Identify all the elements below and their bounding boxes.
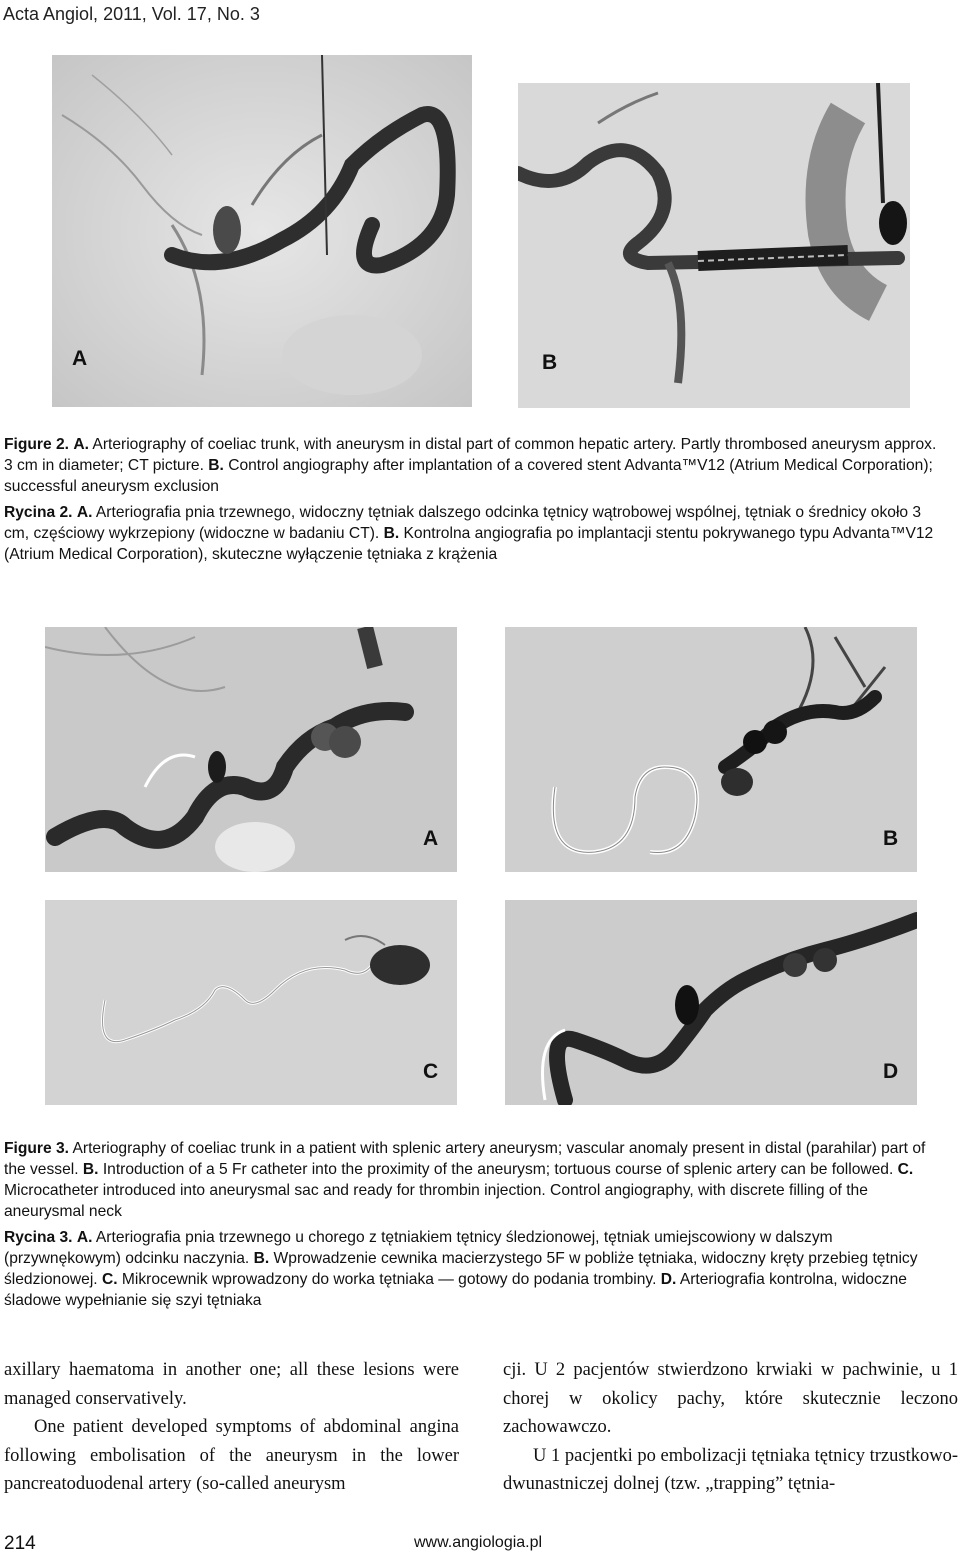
figure3-caption: [4, 1138, 949, 1311]
journal-header: Acta Angiol, 2011, Vol. 17, No. 3: [3, 4, 260, 24]
figure2-panel-a: [52, 55, 472, 407]
figure3-panel-b: [505, 627, 917, 872]
page-number: 214: [4, 1533, 36, 1554]
panel-label: A: [423, 827, 439, 850]
figure3-caption-en: Figure 3. Arteriography of coeliac trunk in a patient with splenic artery aneurysm; vascular anomaly present in distal (parahilar) part of the vessel. B. Introduction of a 5 Fr catheter into the proximity of the aneurysm; tortuous course of splenic artery can be followed. C. Microcatheter introduced into aneurysmal sac and ready for thrombin injection. Control angiography, with discrete filling of the aneurysmal neck: [4, 1140, 926, 1220]
body-paragraph: axillary haematoma in another one; all these lesions were managed conservatively.: [4, 1360, 459, 1409]
figure2-caption-pl: Rycina 2. A. Arteriografia pnia trzewnego, widoczny tętniak dalszego odcinka tętnicy wątrobowej wspólnej, tętniak o średnicy około 3 cm, częściowy wykrzepiony (widoczne w badaniu CT). B. Kontrolna angiografia po implantacji stentu pokrywanego typu Advanta™V12 (Atrium Medical Corporation), skuteczne wyłączenie tętniaka z krążenia: [4, 504, 934, 563]
figure3-panel-a: [45, 627, 457, 872]
panel-label: B: [883, 827, 899, 850]
panel-label: A: [72, 347, 88, 370]
figure2-caption-en: Figure 2. A. Arteriography of coeliac trunk, with aneurysm in distal part of common hepatic artery. Partly thrombosed aneurysm approx. 3 cm in diameter; CT picture. B. Control angiography after implantation of a covered stent Advanta™V12 (Atrium Medical Corporation); successful aneurysm exclusion: [4, 436, 937, 495]
figure2-caption: [4, 434, 949, 565]
figure2-panel-b: [518, 83, 910, 408]
website-link[interactable]: www.angiologia.pl: [414, 1534, 543, 1551]
panel-label: D: [883, 1060, 899, 1083]
panel-label: B: [542, 351, 558, 374]
panel-label: C: [423, 1060, 439, 1083]
body-paragraph: One patient developed symptoms of abdominal angina following embolisation of the aneurysm in the lower pancreatoduodenal artery (so-called aneurysm: [4, 1417, 459, 1494]
figure3-panel-c: [45, 900, 457, 1105]
body-paragraph: U 1 pacjentki po embolizacji tętniaka tętnicy trzustkowo-dwunastniczej dolnej (tzw. „trapping” tętnia-: [503, 1445, 958, 1494]
body-column-left: [4, 1356, 459, 1499]
figure3-panel-d: [505, 900, 917, 1105]
body-paragraph: cji. U 2 pacjentów stwierdzono krwiaki w pachwinie, u 1 chorej w okolicy pachy, które skutecznie leczono zachowawczo.: [503, 1360, 958, 1437]
figure3-caption-pl: Rycina 3. A. Arteriografia pnia trzewnego u chorego z tętniakiem tętnicy śledzionowej, tętniak umiejscowiony w dalszym (przywnękowym) odcinku naczynia. B. Wprowadzenie cewnika macierzystego 5F w pobliże tętniaka, widoczny kręty przebieg tętnicy śledzionowej. C. Mikrocewnik wprowadzony do worka tętniaka — gotowy do podania trombiny. D. Arteriografia kontrolna, widoczne śladowe wypełnianie się szyi tętniaka: [4, 1229, 918, 1309]
body-column-right: [503, 1356, 958, 1499]
